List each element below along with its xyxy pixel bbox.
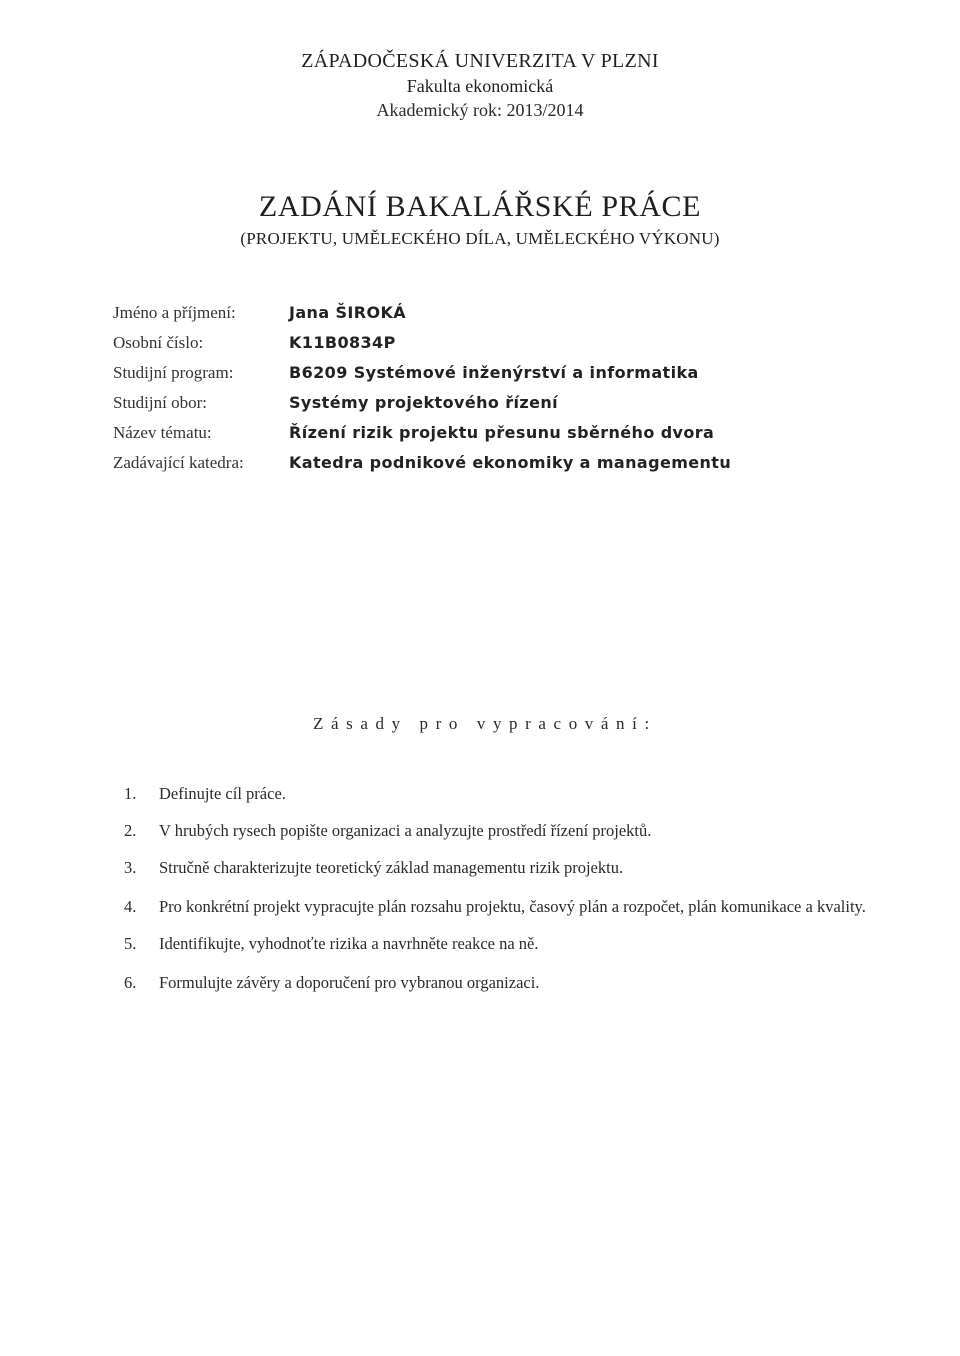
faculty-name: Fakulta ekonomická [406,76,554,96]
info-value: Řízení rizik projektu přesunu sběrného dvora [289,423,715,442]
task-item [124,932,884,956]
document-subtitle: (PROJEKTU, UMĚLECKÉHO DÍLA, UMĚLECKÉHO VÝKONU) [240,229,720,248]
task-number: 2. [124,821,137,840]
info-value: Jana ŠIROKÁ [289,303,407,322]
student-info [113,298,873,478]
info-row-study-field [113,388,873,418]
task-number: 4. [124,897,137,916]
section-heading: Zásady pro vypracování: [313,714,657,733]
task-text: Pro konkrétní projekt vypracujte plán rozsahu projektu, časový plán a rozpočet, plán komunikace a kvality. [159,897,866,916]
info-row-name [113,298,873,328]
academic-year: Akademický rok: 2013/2014 [376,100,584,120]
document-header [0,48,960,122]
task-item [124,971,884,995]
task-text: Definujte cíl práce. [159,784,286,803]
task-text: Identifikujte, vyhodnoťte rizika a navrhněte reakce na ně. [159,934,539,953]
task-list [124,782,884,995]
task-text: V hrubých rysech popište organizaci a analyzujte prostředí řízení projektů. [159,821,652,840]
university-name: ZÁPADOČESKÁ UNIVERZITA V PLZNI [301,50,659,72]
task-number: 1. [124,784,137,803]
info-value: K11B0834P [289,333,396,352]
task-item [124,782,884,806]
task-text: Formulujte závěry a doporučení pro vybranou organizaci. [159,973,540,992]
info-value: Katedra podnikové ekonomiky a managementu [289,453,732,472]
document-title: ZADÁNÍ BAKALÁŘSKÉ PRÁCE [258,190,702,223]
info-label: Studijní obor: [113,393,207,412]
task-item [124,856,884,880]
title-block [0,188,960,252]
info-value: B6209 Systémové inženýrství a informatika [289,363,699,382]
task-number: 3. [124,858,137,877]
info-label: Osobní číslo: [113,333,204,352]
task-text: Stručně charakterizujte teoretický základ managementu rizik projektu. [159,858,624,877]
info-row-study-program [113,358,873,388]
task-item [124,819,884,843]
info-label: Název tématu: [113,423,212,442]
info-row-student-number [113,328,873,358]
task-number: 6. [124,973,137,992]
info-label: Studijní program: [113,363,234,382]
task-item [124,895,884,919]
info-row-department [113,448,873,478]
info-row-topic [113,418,873,448]
info-label: Jméno a příjmení: [113,303,236,322]
info-label: Zadávající katedra: [113,453,244,472]
task-number: 5. [124,934,137,953]
info-value: Systémy projektového řízení [289,393,559,412]
